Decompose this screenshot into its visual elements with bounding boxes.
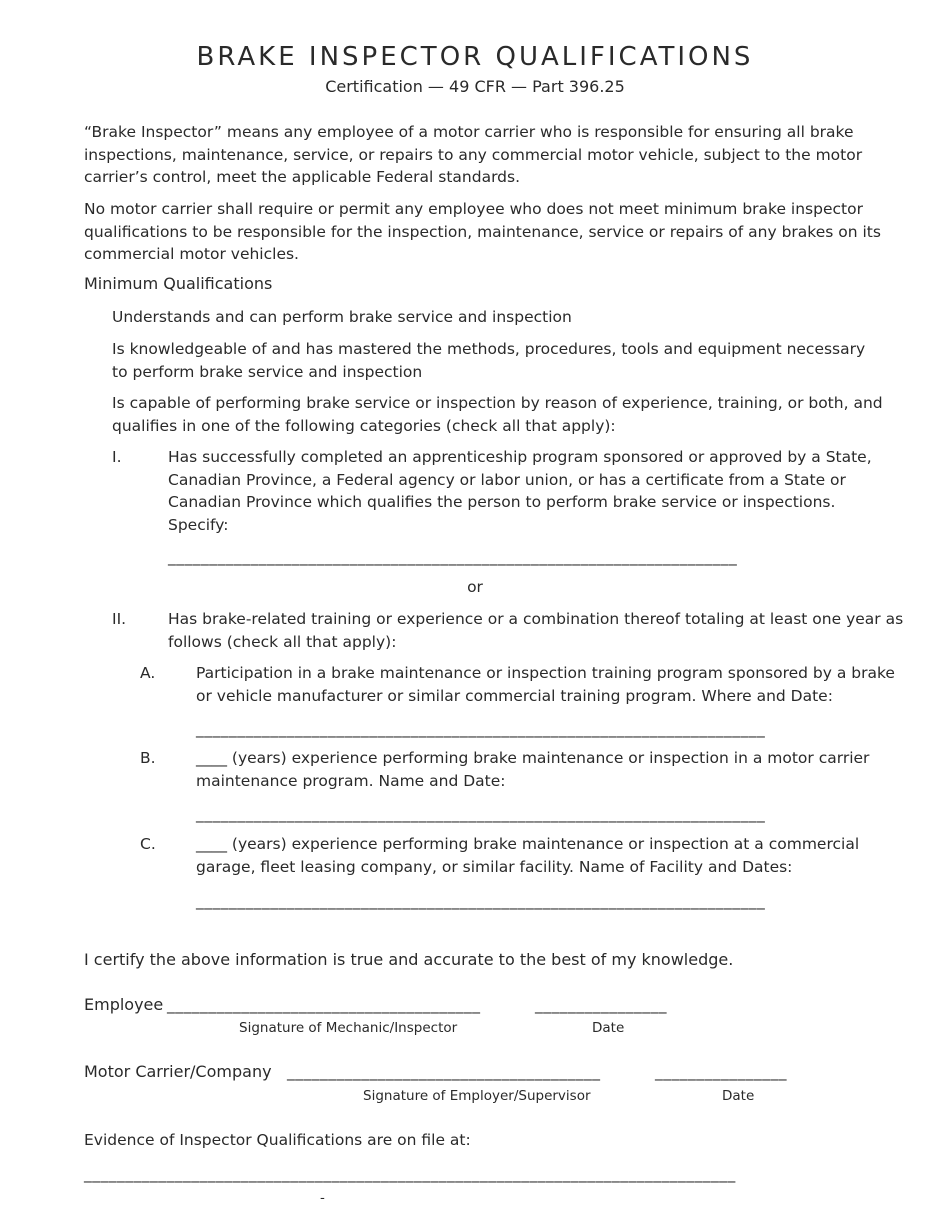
definition-paragraph <box>84 121 862 189</box>
sub-line: ____ (years) experience performing brake maintenance or inspection at a commercial <box>196 835 860 853</box>
footer-mark: - <box>320 1190 325 1206</box>
where-date-blank-line[interactable]: _____________________________________________________________________ <box>196 720 766 738</box>
sub-b-text <box>196 747 869 792</box>
category-line: Has successfully completed an apprenticeship program sponsored or approved by a State, <box>168 448 872 466</box>
category-2-text <box>168 608 903 653</box>
category-line: Has brake-related training or experience or a combination thereof totaling at least one year as <box>168 610 904 628</box>
category-1-number: I. <box>112 448 122 466</box>
evidence-location-line[interactable]: _______________________________________________________________________________ <box>84 1165 736 1183</box>
sub-a-letter: A. <box>140 664 156 682</box>
category-line: Canadian Province which qualifies the person to perform brake service or inspections. <box>168 493 836 511</box>
certify-statement: I certify the above information is true and accurate to the best of my knowledge. <box>84 950 734 969</box>
motor-carrier-label: Motor Carrier/Company <box>84 1062 272 1081</box>
employee-date-caption: Date <box>592 1020 625 1036</box>
qualification-2 <box>112 338 865 383</box>
minimum-qualifications-heading: Minimum Qualifications <box>84 274 273 293</box>
facility-dates-blank-line[interactable]: _____________________________________________________________________ <box>196 892 766 910</box>
employee-signature-line[interactable]: ______________________________________ <box>167 996 481 1014</box>
prohibition-line: No motor carrier shall require or permit any employee who does not meet minimum brake inspector <box>84 200 863 218</box>
employee-date-line[interactable]: ________________ <box>535 996 667 1014</box>
qualification-line: Is capable of performing brake service or inspection by reason of experience, training, or both, and <box>112 394 883 412</box>
employee-signature-caption: Signature of Mechanic/Inspector <box>239 1020 458 1036</box>
qualification-line: to perform brake service and inspection <box>112 362 423 381</box>
qualification-line: Understands and can perform brake service and inspection <box>112 308 572 326</box>
qualification-line: qualifies in one of the following categories (check all that apply): <box>112 416 616 435</box>
category-line: Specify: <box>168 515 229 534</box>
sub-c-letter: C. <box>140 835 156 853</box>
carrier-signature-caption: Signature of Employer/Supervisor <box>363 1088 591 1104</box>
sub-line: Participation in a brake maintenance or inspection training program sponsored by a brake <box>196 664 895 682</box>
carrier-signature-line[interactable]: ______________________________________ <box>287 1063 601 1081</box>
employee-label: Employee <box>84 995 164 1014</box>
definition-line: inspections, maintenance, service, or repairs to any commercial motor vehicle, subject to the motor <box>84 145 863 164</box>
prohibition-paragraph <box>84 198 881 266</box>
prohibition-line: commercial motor vehicles. <box>84 245 299 263</box>
category-2-number: II. <box>112 610 127 628</box>
or-separator: or <box>467 578 483 596</box>
sub-b-letter: B. <box>140 749 156 767</box>
prohibition-line: qualifications to be responsible for the inspection, maintenance, service or repairs of any brakes on its <box>84 222 881 241</box>
qualification-line: Is knowledgeable of and has mastered the methods, procedures, tools and equipment necessary <box>112 340 866 358</box>
definition-line: “Brake Inspector” means any employee of a motor carrier who is responsible for ensuring all brake <box>84 123 854 141</box>
sub-line: ____ (years) experience performing brake maintenance or inspection in a motor carrier <box>196 749 870 767</box>
form-subtitle: Certification — 49 CFR — Part 396.25 <box>325 77 625 96</box>
carrier-date-line[interactable]: ________________ <box>655 1063 787 1081</box>
name-date-blank-line[interactable]: _____________________________________________________________________ <box>196 805 766 823</box>
category-line: Canadian Province, a Federal agency or labor union, or has a certificate from a State or <box>168 470 846 489</box>
category-line: follows (check all that apply): <box>168 632 397 651</box>
form-title: BRAKE INSPECTOR QUALIFICATIONS <box>196 42 754 72</box>
category-1-text <box>168 446 872 536</box>
evidence-label: Evidence of Inspector Qualifications are on file at: <box>84 1131 471 1149</box>
sub-c-text <box>196 833 859 878</box>
qualification-1 <box>112 306 572 329</box>
sub-line: or vehicle manufacturer or similar commercial training program. Where and Date: <box>196 686 833 705</box>
sub-line: garage, fleet leasing company, or similar facility. Name of Facility and Dates: <box>196 857 793 876</box>
sub-a-text <box>196 662 895 707</box>
specify-blank-line[interactable]: _____________________________________________________________________ <box>168 548 738 566</box>
sub-line: maintenance program. Name and Date: <box>196 771 506 790</box>
carrier-date-caption: Date <box>722 1088 755 1104</box>
definition-line: carrier’s control, meet the applicable Federal standards. <box>84 168 521 186</box>
qualification-3 <box>112 392 883 437</box>
